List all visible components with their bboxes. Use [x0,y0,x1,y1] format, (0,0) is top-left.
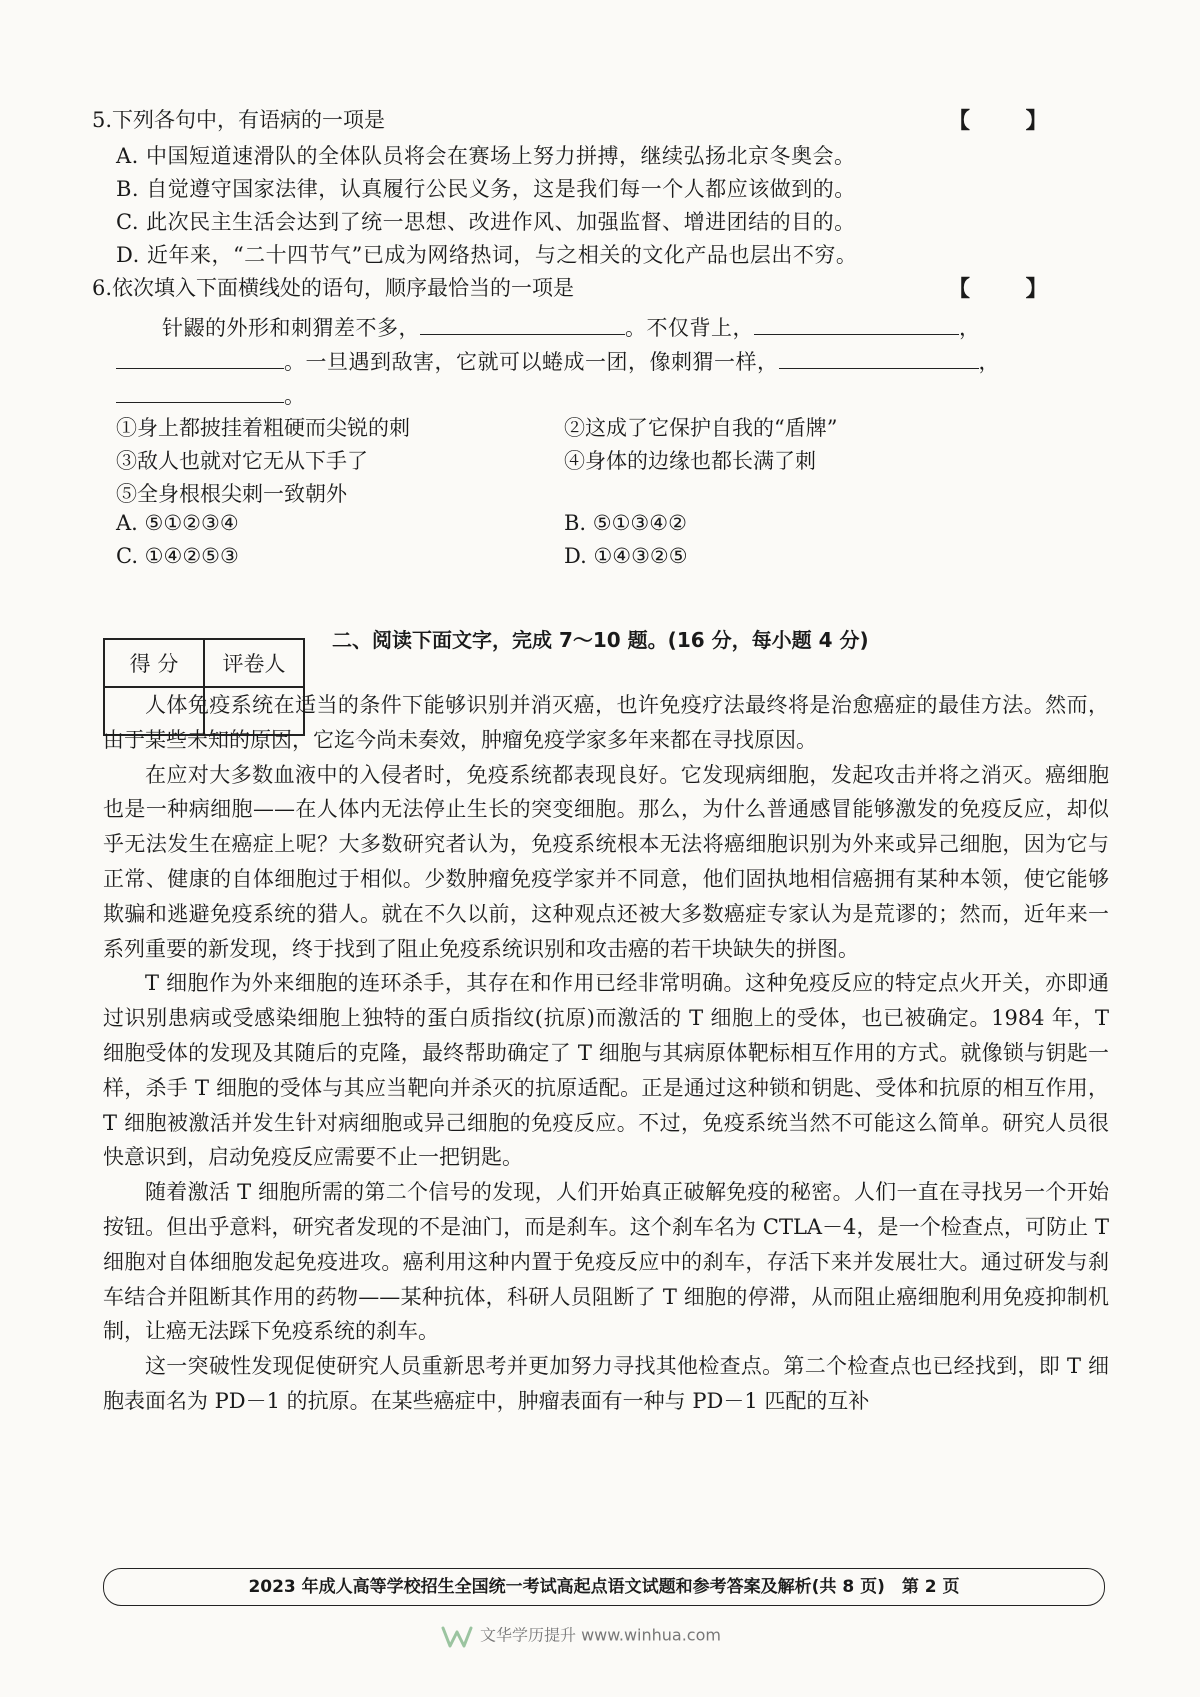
watermark-text: 文华学历提升 www.winhua.com [480,1625,721,1645]
q5-answer-bracket: 【 】 [948,108,1072,134]
passage-paragraph-1: 人体免疫系统在适当的条件下能够识别并消灭癌，也许免疫疗法最终将是治愈癌症的最佳方法。然而，由于某些未知的原因，它迄今尚未奏效，肿瘤免疫学家多年来都在寻找原因。 [103,693,1109,752]
q6-text1c: ， [959,316,981,340]
q6-passage-line1 [162,312,981,342]
q5-stem: 5.下列各句中，有语病的一项是 [92,108,386,132]
q6-passage-line2 [116,346,1000,376]
q6-choice-d: D. ①④③②⑤ [564,544,688,568]
q6-choice-a: A. ⑤①②③④ [116,511,239,535]
q6-stem: 6.依次填入下面横线处的语句，顺序最恰当的一项是 [92,276,575,300]
q6-answer-bracket: 【 】 [948,276,1072,302]
q6-item-4: ④身体的边缘也都长满了刺 [564,449,816,473]
q6-choice-c: C. ①④②⑤③ [116,544,239,568]
q6-blank-2[interactable] [754,312,959,335]
q6-text2a: 。一旦遇到敌害，它就可以蜷成一团，像刺猬一样， [284,350,779,374]
passage-paragraph-3: T 细胞作为外来细胞的连环杀手，其存在和作用已经非常明确。这种免疫反应的特定点火开关，亦即通过识别患病或受感染细胞上独特的蛋白质指纹(抗原)而激活的 T 细胞上的受体，也已被确定。1984 年，T 细胞受体的发现及其随后的克隆，最终帮助确定了 T 细胞与其病原体靶标相互作用的方式。就像锁与钥匙一样，杀手 T 细胞的受体与其应当靶向并杀灭的抗原适配。正是通过这种锁和钥匙、受体和抗原的相互作用，T 细胞被激活并发生针对病细胞或异己细胞的免疫反应。不过，免疫系统当然不可能这么简单。研究人员很快意识到，启动免疫反应需要不止一把钥匙。 [103,971,1109,1170]
q5-option-c: C. 此次民主生活会达到了统一思想、改进作风、加强监督、增进团结的目的。 [116,210,856,234]
q6-item-2: ②这成了它保护自我的“盾牌” [564,416,838,440]
passage-paragraph-2: 在应对大多数血液中的入侵者时，免疫系统都表现良好。它发现病细胞，发起攻击并将之消灭。癌细胞也是一种病细胞——在人体内无法停止生长的突变细胞。那么，为什么普通感冒能够激发的免疫反应，却似乎无法发生在癌症上呢？大多数研究者认为，免疫系统根本无法将癌细胞识别为外来或异己细胞，因为它与正常、健康的自体细胞过于相似。少数肿瘤免疫学家并不同意，他们固执地相信癌拥有某种本领，使它能够欺骗和逃避免疫系统的猎人。就在不久以前，这种观点还被大多数癌症专家认为是荒谬的；然而，近年来一系列重要的新发现，终于找到了阻止免疫系统识别和攻击癌的若干块缺失的拼图。 [103,762,1109,961]
q6-passage-line3 [116,380,306,410]
q5-option-d: D. 近年来，“二十四节气”已成为网络热词，与之相关的文化产品也层出不穷。 [116,243,858,267]
page-footer: 2023 年成人高等学校招生全国统一考试高起点语文试题和参考答案及解析(共 8 页) 第 2 页 [103,1568,1105,1606]
q6-text1b: 。不仅背上， [625,316,754,340]
q6-item-5: ⑤全身根根尖刺一致朝外 [116,482,347,506]
reading-passage [103,688,1109,1419]
passage-paragraph-4: 随着激活 T 细胞所需的第二个信号的发现，人们开始真正破解免疫的秘密。人们一直在寻找另一个开始按钮。但出乎意料，研究者发现的不是油门，而是刹车。这个刹车名为 CTLA－4，是一个检查点，可防止 T 细胞对自体细胞发起免疫进攻。癌利用这种内置于免疫反应中的刹车，存活下来并发展壮大。通过研发与刹车结合并阻断其作用的药物——某种抗体，科研人员阻断了 T 细胞的停滞，从而阻止癌细胞利用免疫抑制机制，让癌无法踩下免疫系统的刹车。 [103,1180,1109,1344]
grader-header: 评卷人 [204,639,304,687]
passage-paragraph-5: 这一突破性发现促使研究人员重新思考并更加努力寻找其他检查点。第二个检查点也已经找到，即 T 细胞表面名为 PD－1 的抗原。在某些癌症中，肿瘤表面有一种与 PD－1 匹配的互补 [103,1354,1109,1413]
q6-item-1: ①身上都披挂着粗硬而尖锐的刺 [116,416,410,440]
q6-blank-5[interactable] [116,380,284,403]
winhua-logo-icon [440,1622,474,1650]
watermark [440,1622,721,1650]
q6-text1a: 针鼹的外形和刺猬差不多， [162,316,420,340]
q6-blank-3[interactable] [116,346,284,369]
q5-option-b: B. 自觉遵守国家法律，认真履行公民义务，这是我们每一个人都应该做到的。 [116,177,856,201]
q6-text3: 。 [284,384,306,408]
section-2-title: 二、阅读下面文字，完成 7～10 题。(16 分，每小题 4 分) [332,628,869,652]
q5-option-a: A. 中国短道速滑队的全体队员将会在赛场上努力拼搏，继续弘扬北京冬奥会。 [116,144,856,168]
q6-text2b: ， [978,350,1000,374]
q6-blank-1[interactable] [420,312,625,335]
q6-choice-b: B. ⑤①③④② [564,511,687,535]
q6-blank-4[interactable] [779,346,979,369]
score-header: 得 分 [104,639,204,687]
q6-item-3: ③敌人也就对它无从下手了 [116,449,368,473]
